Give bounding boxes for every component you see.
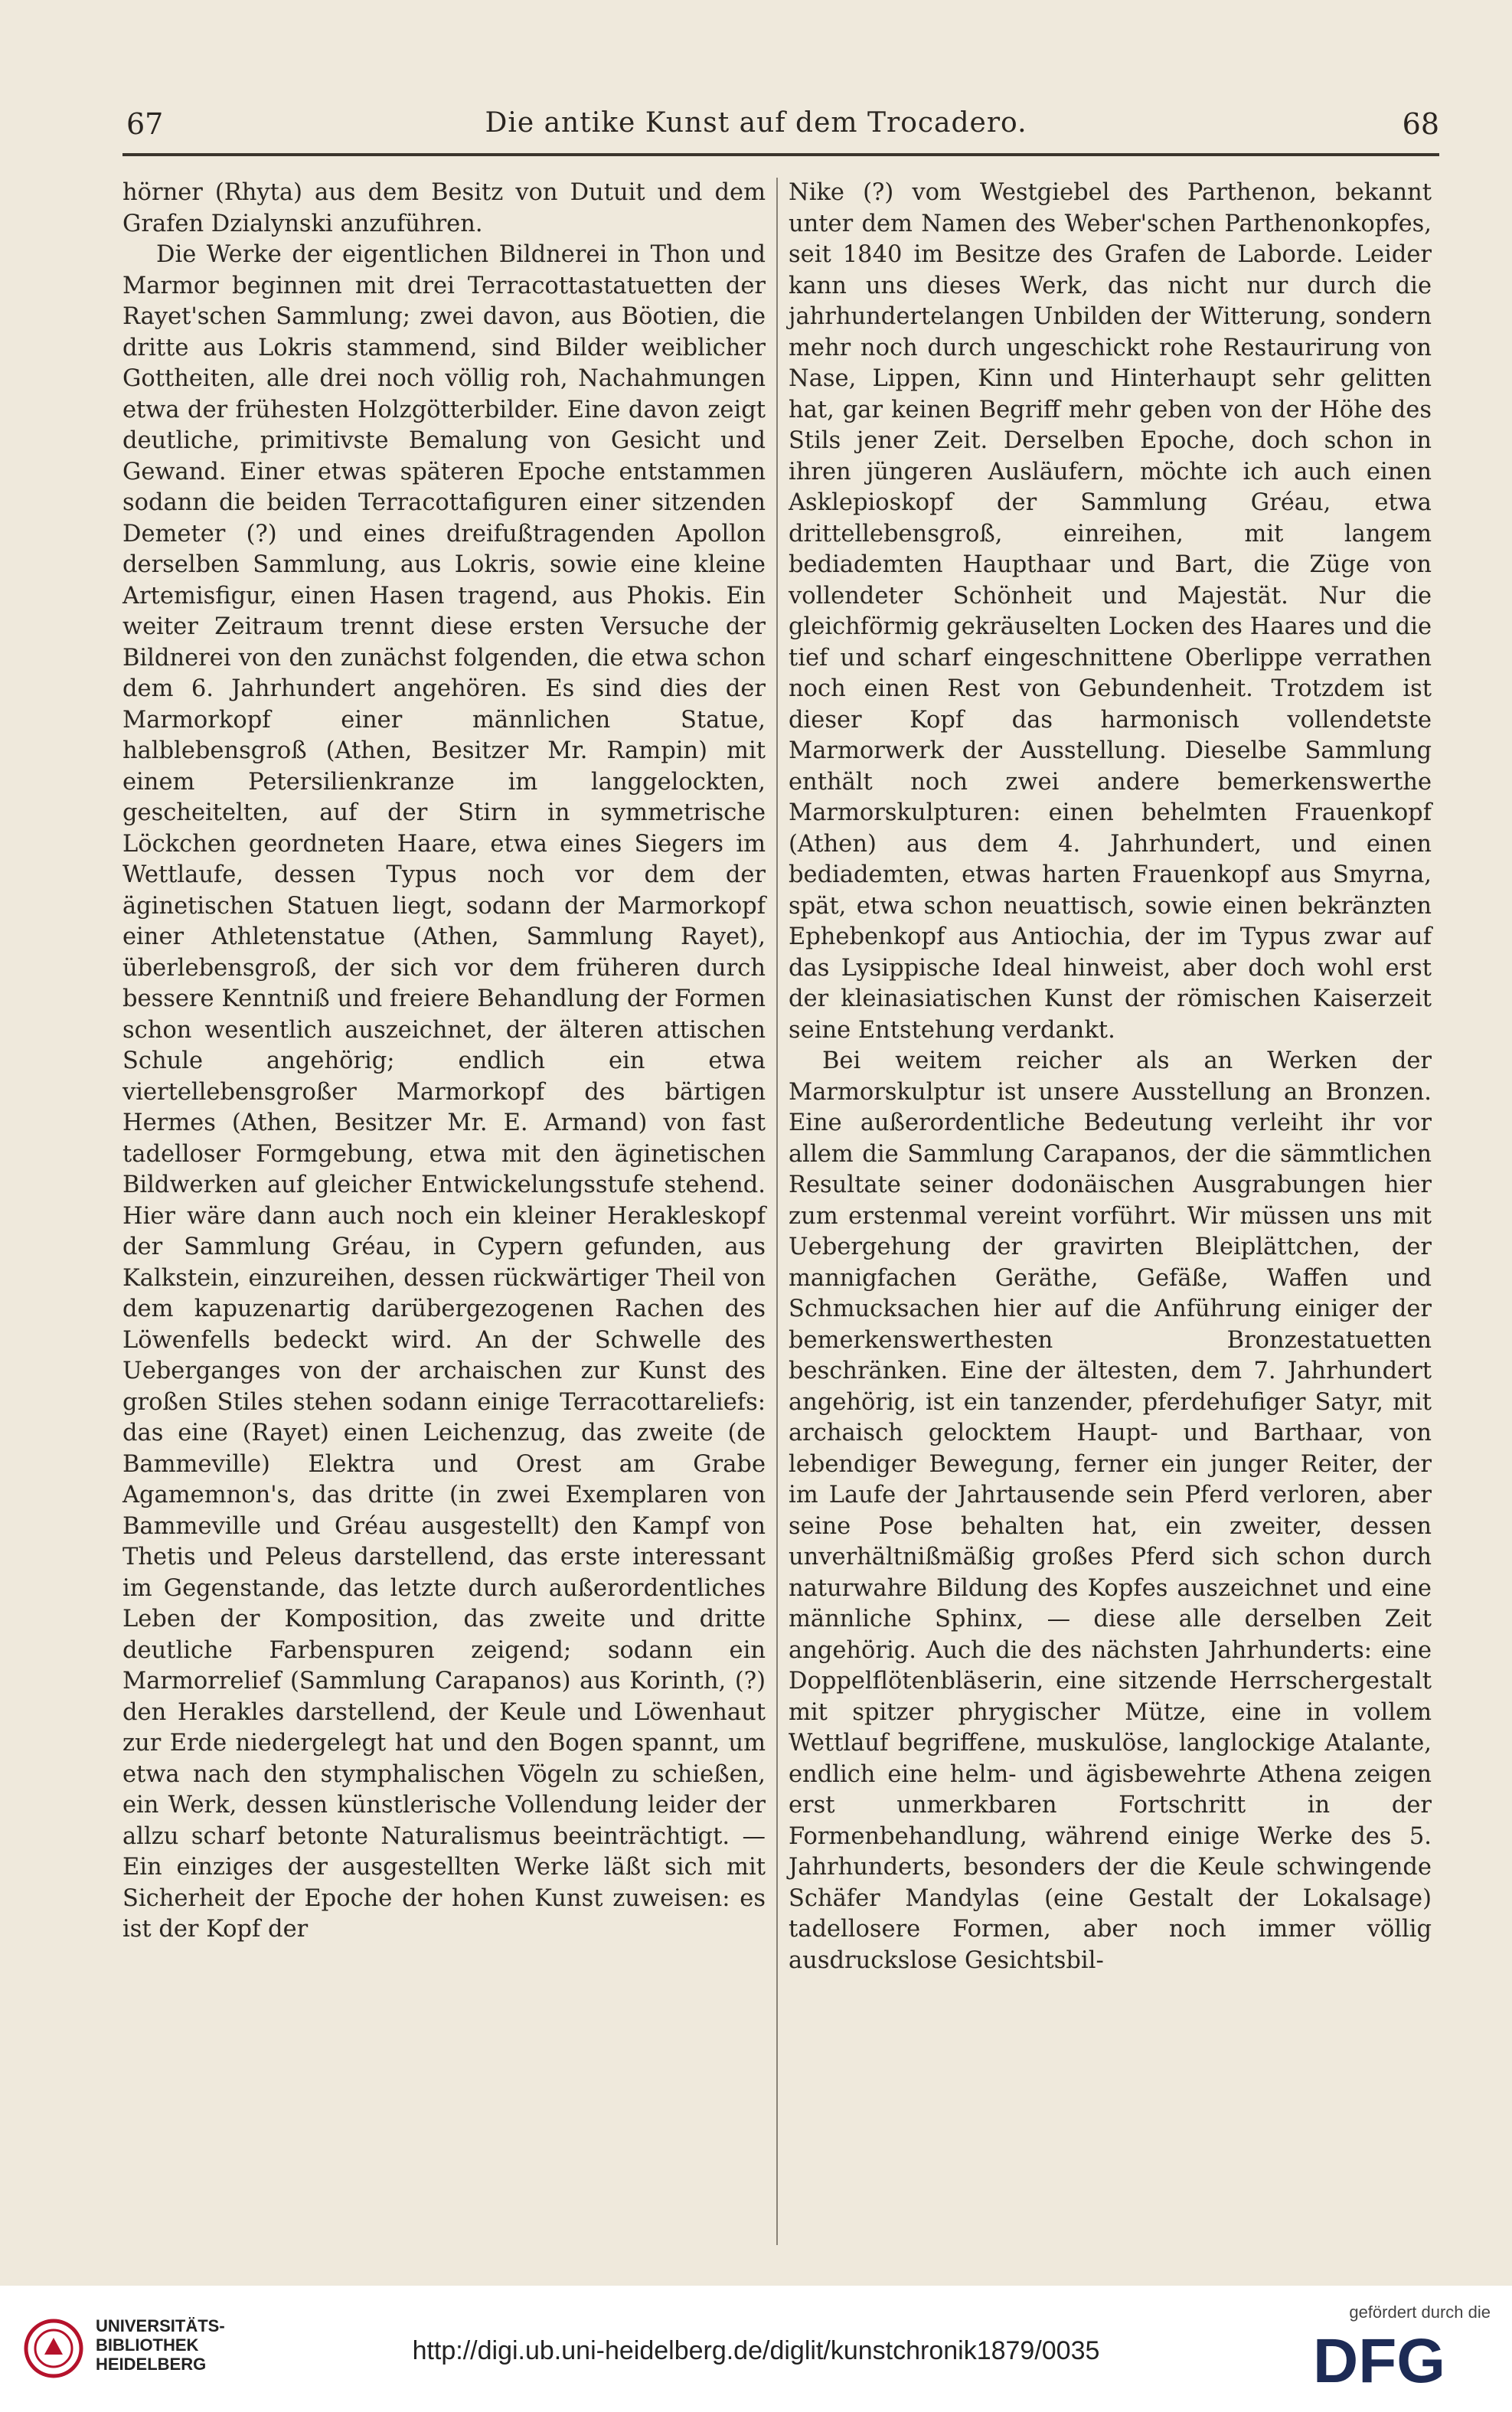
paragraph: Bei weitem reicher als an Werken der Marmorskulptur ist unsere Ausstellung an Bronzen. Eine außerordentliche Bedeutung verleiht ihr vor allem die Sammlung Carapanos, der die sämmtlichen Resultate seiner dodonäischen Ausgrabungen hier zum erstenmal vereint vorführt. Wir müssen uns mit Uebergehung der gravirten Bleiplättchen, der mannigfachen Geräthe, Gefäße, Waffen und Schmucksachen hier auf die Anführung einiger der bemerkenswerthesten Bronzestatuetten beschränken. Eine der ältesten, dem 7. Jahrhundert angehörig, ist ein tanzender, pferdehufiger Satyr, mit archaisch gelocktem Haupt- und Barthaar, von lebendiger Bewegung, ferner ein junger Reiter, der im Laufe der Jahrtausende sein Pferd verloren, aber seine Pose behalten hat, ein zweiter, dessen unverhältnißmäßig großes Pferd sich schon durch naturwahre Bildung des Kopfes auszeichnet und eine männliche Sphinx, — diese alle derselben Zeit angehörig. Auch die des nächsten Jahrhunderts: eine Doppelflötenbläserin, eine sitzende Herrschergestalt mit spitzer phrygischer Mütze, eine in vollem Wettlauf begriffene, muskulöse, langlockige Atalante, endlich eine helm- und ägisbewehrte Athena zeigen erst unmerkbaren Fortschritt in der Formenbehandlung, während einige Werke des 5. Jahrhunderts, besonders der die Keule schwingende Schäfer Mandylas (eine Gestalt der Lokalsage) tadellosere Formen, aber noch immer völlig ausdruckslose Gesichtsbil-	[789, 1047, 1432, 1974]
paragraph: Nike (?) vom Westgiebel des Parthenon, bekannt unter dem Namen des Weber'schen Parthenonkopfes, seit 1840 im Besitze des Grafen de Laborde. Leider kann uns dieses Werk, das nicht nur durch die jahrhundertelangen Unbilden der Witterung, sondern mehr noch durch ungeschickt rohe Restaurirung von Nase, Lippen, Kinn und Hinterhaupt sehr gelitten hat, gar keinen Begriff mehr geben von der Höhe des Stils jener Zeit. Derselben Epoche, doch schon in ihren jüngeren Ausläufern, möchte ich auch einen Asklepioskopf der Sammlung Gréau, etwa drittellebensgroß, einreihen, mit langem bediademten Haupthaar und Bart, die Züge von vollendeter Schönheit und Majestät. Nur die gleichförmig gekräuselten Locken des Haares und die tief und scharf eingeschnittene Oberlippe verrathen noch einen Rest von Gebundenheit. Trotzdem ist dieser Kopf das harmonisch vollendetste Marmorwerk der Ausstellung. Dieselbe Sammlung enthält noch zwei andere bemerkenswerthe Marmorskulpturen: einen behelmten Frauenkopf (Athen) aus dem 4. Jahrhundert, und einen bediademten, etwas harten Frauenkopf aus Smyrna, spät, etwa schon neuattisch, sowie einen bekränzten Ephebenkopf aus Antiochia, der im Typus zwar auf das Lysippische Ideal hinweist, aber doch wohl erst der kleinasiatischen Kunst der römischen Kaiserzeit seine Entstehung verdankt.	[789, 179, 1432, 1044]
right-text-column	[789, 178, 1432, 1976]
column-divider	[776, 178, 778, 2245]
paragraph: Die Werke der eigentlichen Bildnerei in Thon und Marmor beginnen mit drei Terracottastatuetten der Rayet'schen Sammlung; zwei davon, aus Böotien, die dritte aus Lokris stammend, sind Bilder weiblicher Gottheiten, alle drei noch völlig roh, Nachahmungen etwa der frühesten Holzgötterbilder. Eine davon zeigt deutliche, primitivste Bemalung von Gesicht und Gewand. Einer etwas späteren Epoche entstammen sodann die beiden Terracottafiguren einer sitzenden Demeter (?) und eines dreifußtragenden Apollon derselben Sammlung, aus Lokris, sowie eine kleine Artemisfigur, einen Hasen tragend, aus Phokis. Ein weiter Zeitraum trennt diese ersten Versuche der Bildnerei von den zunächst folgenden, die etwa schon dem 6. Jahrhundert angehören. Es sind dies der Marmorkopf einer männlichen Statue, halblebensgroß (Athen, Besitzer Mr. Rampin) mit einem Petersilienkranze im langgelockten, gescheitelten, auf der Stirn in symmetrische Löckchen geordneten Haare, etwa eines Siegers im Wettlaufe, dessen Typus noch vor dem der äginetischen Statuen liegt, sodann der Marmorkopf einer Athletenstatue (Athen, Sammlung Rayet), überlebensgroß, der sich vor dem früheren durch bessere Kenntniß und freiere Behandlung der Formen schon wesentlich auszeichnet, der älteren attischen Schule angehörig; endlich ein etwa viertellebensgroßer Marmorkopf des bärtigen Hermes (Athen, Besitzer Mr. E. Armand) von fast tadelloser Formgebung, etwa mit den äginetischen Bildwerken auf gleicher Entwickelungsstufe stehend. Hier wäre dann auch noch ein kleiner Herakleskopf der Sammlung Gréau, in Cypern gefunden, aus Kalkstein, einzureihen, dessen rückwärtiger Theil von dem kapuzenartig darübergezogenen Rachen des Löwenfells bedeckt wird. An der Schwelle des Ueberganges von der archaischen zur Kunst des großen Stiles stehen sodann einige Terracottareliefs: das eine (Rayet) einen Leichenzug, das zweite (de Bammeville) Elektra und Orest am Grabe Agamemnon's, das dritte (in zwei Exemplaren von Bammeville und Gréau ausgestellt) den Kampf von Thetis und Peleus darstellend, das erste interessant im Gegenstande, das letzte durch außerordentliches Leben der Komposition, das zweite und dritte deutliche Farbenspuren zeigend; sodann ein Marmorrelief (Sammlung Carapanos) aus Korinth, (?) den Herakles darstellend, der Keule und Löwenhaut zur Erde niedergelegt hat und den Bogen spannt, um etwa nach den stymphalischen Vögeln zu schießen, ein Werk, dessen künstlerische Vollendung leider der allzu scharf betonte Naturalismus beeinträchtigt. — Ein einziges der ausgestellten Werke läßt sich mit Sicherheit der Epoche der hohen Kunst zuweisen: es ist der Kopf der	[122, 241, 766, 1943]
dfg-logo-icon[interactable]	[1313, 2330, 1489, 2391]
left-text-column	[122, 178, 766, 1946]
paragraph: hörner (Rhyta) aus dem Besitz von Dutuit und dem Grafen Dzialynski anzuführen.	[122, 179, 766, 237]
library-name[interactable]: UNIVERSITÄTS- BIBLIOTHEK HEIDELBERG	[96, 2316, 225, 2374]
svg-text:DFG: DFG	[1313, 2330, 1446, 2391]
sponsor-caption: gefördert durch die	[1349, 2303, 1491, 2322]
viewer-footer	[0, 2286, 1512, 2412]
page-number-right: 68	[1402, 107, 1439, 141]
page-number-left: 67	[126, 107, 164, 141]
running-title: Die antike Kunst auf dem Trocadero.	[485, 107, 1027, 139]
header-rule	[122, 153, 1439, 156]
permalink-url[interactable]: http://digi.ub.uni-heidelberg.de/diglit/kunstchronik1879/0035	[412, 2336, 1100, 2365]
